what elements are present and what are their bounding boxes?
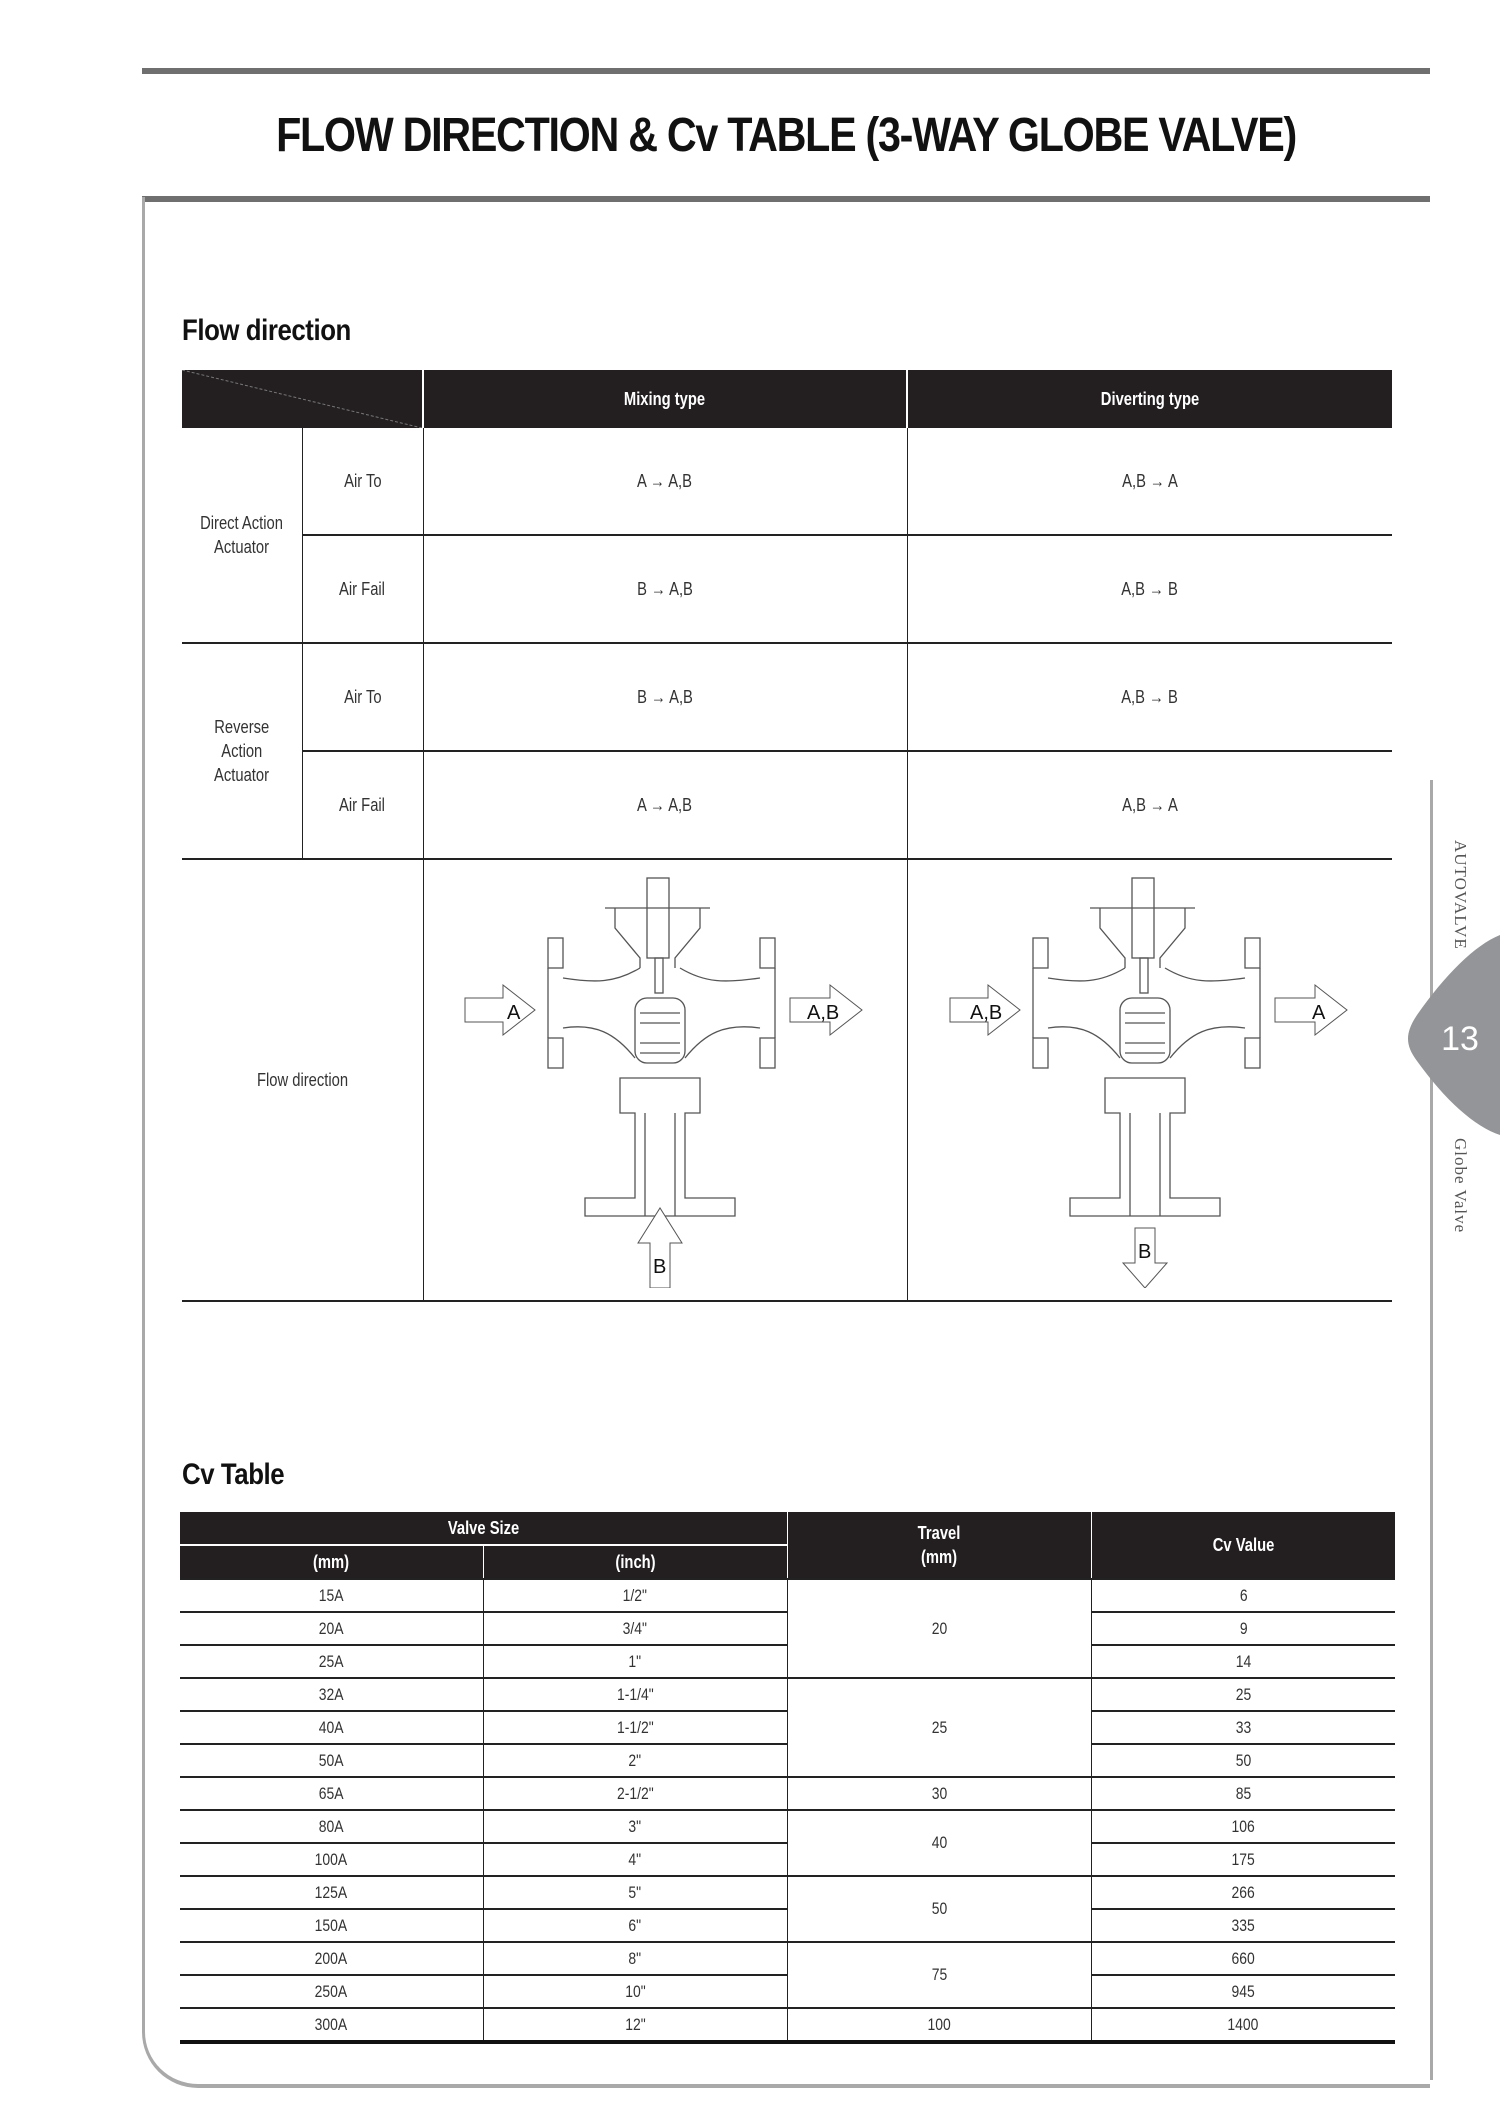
cv-value-cell: 85 <box>1091 1777 1395 1810</box>
size-inch-cell: 1-1/4" <box>483 1678 787 1711</box>
arrow-label-b: B <box>653 1255 667 1278</box>
size-inch-cell: 8" <box>483 1942 787 1975</box>
table-row <box>180 1777 1395 1810</box>
diagonal-divider <box>182 370 422 428</box>
mixing-type-header: Mixing type <box>423 370 907 428</box>
cv-value-cell: 335 <box>1091 1909 1395 1942</box>
size-inch-cell: 1/2" <box>483 1579 787 1612</box>
size-inch-cell: 6" <box>483 1909 787 1942</box>
size-inch-cell: 2-1/2" <box>483 1777 787 1810</box>
diverting-valve-diagram <box>930 868 1370 1288</box>
outlet-arrow-a <box>1275 985 1347 1035</box>
cv-value-cell: 6 <box>1091 1579 1395 1612</box>
size-mm-cell: 20A <box>180 1612 483 1645</box>
diagram-row-label: Flow direction <box>182 859 423 1301</box>
size-mm-cell: 80A <box>180 1810 483 1843</box>
travel-cell: 30 <box>787 1777 1091 1810</box>
diverting-diagram-cell <box>907 859 1392 1301</box>
cv-value-cell: 175 <box>1091 1843 1395 1876</box>
table-row <box>182 751 1392 859</box>
size-inch-cell: 4" <box>483 1843 787 1876</box>
size-mm-cell: 15A <box>180 1579 483 1612</box>
size-mm-cell: 50A <box>180 1744 483 1777</box>
arrow-label-a: A <box>507 1001 521 1024</box>
chapter-number: 13 <box>1441 1020 1479 1058</box>
size-inch-cell: 12" <box>483 2008 787 2042</box>
travel-cell: 25 <box>787 1678 1091 1777</box>
actuator-cell-reverse: Reverse Action Actuator <box>182 643 302 859</box>
size-mm-cell: 40A <box>180 1711 483 1744</box>
diverting-cell: A,B → B <box>907 643 1392 751</box>
size-inch-cell: 1-1/2" <box>483 1711 787 1744</box>
table-row <box>180 1810 1395 1843</box>
size-inch-cell: 3/4" <box>483 1612 787 1645</box>
arrow-label-b: B <box>1137 1240 1152 1263</box>
table-row <box>182 428 1392 535</box>
condition-cell: Air To <box>302 643 423 751</box>
cv-value-cell: 9 <box>1091 1612 1395 1645</box>
cv-value-header: Cv Value <box>1091 1512 1395 1579</box>
side-section-label: Globe Valve <box>1451 1138 1470 1234</box>
flow-table-header <box>182 370 1392 428</box>
cv-value-cell: 106 <box>1091 1810 1395 1843</box>
condition-cell: Air To <box>302 428 423 535</box>
cv-header-row <box>180 1512 1395 1545</box>
mixing-cell: A → A,B <box>423 428 907 535</box>
arrow-label-a: A <box>1311 1001 1326 1024</box>
size-inch-cell: 1" <box>483 1645 787 1678</box>
cv-table-heading: Cv Table <box>182 1458 285 1491</box>
size-mm-cell: 150A <box>180 1909 483 1942</box>
travel-cell: 20 <box>787 1579 1091 1678</box>
table-row <box>180 1942 1395 1975</box>
mixing-cell: A → A,B <box>423 751 907 859</box>
diverting-cell: A,B → A <box>907 751 1392 859</box>
cv-value-cell: 14 <box>1091 1645 1395 1678</box>
size-mm-cell: 100A <box>180 1843 483 1876</box>
cv-value-cell: 33 <box>1091 1711 1395 1744</box>
mixing-valve-diagram <box>445 868 885 1288</box>
size-inch-cell: 3" <box>483 1810 787 1843</box>
size-mm-cell: 32A <box>180 1678 483 1711</box>
table-row <box>182 535 1392 643</box>
table-row <box>182 643 1392 751</box>
size-inch-cell: 2" <box>483 1744 787 1777</box>
travel-cell: 75 <box>787 1942 1091 2008</box>
arrow-label-ab: A,B <box>969 1001 1002 1024</box>
travel-header: Travel (mm) <box>787 1512 1091 1579</box>
table-row <box>180 1876 1395 1909</box>
flow-direction-table <box>182 370 1392 1302</box>
size-mm-cell: 125A <box>180 1876 483 1909</box>
diagram-row <box>182 859 1392 1301</box>
condition-cell: Air Fail <box>302 535 423 643</box>
size-mm-cell: 250A <box>180 1975 483 2008</box>
size-mm-cell: 300A <box>180 2008 483 2042</box>
diverting-cell: A,B → A <box>907 428 1392 535</box>
inch-header: (inch) <box>483 1545 787 1579</box>
cv-value-cell: 50 <box>1091 1744 1395 1777</box>
valve-size-header: Valve Size <box>180 1512 787 1545</box>
mixing-cell: B → A,B <box>423 535 907 643</box>
diverting-type-header: Diverting type <box>907 370 1392 428</box>
mixing-diagram-cell <box>423 859 907 1301</box>
cv-value-cell: 266 <box>1091 1876 1395 1909</box>
size-mm-cell: 25A <box>180 1645 483 1678</box>
flow-direction-heading: Flow direction <box>182 314 351 347</box>
cv-value-cell: 1400 <box>1091 2008 1395 2042</box>
table-row <box>180 1579 1395 1612</box>
cv-table-body <box>180 1579 1395 2042</box>
cv-table <box>180 1512 1395 2044</box>
table-row <box>180 1678 1395 1711</box>
mm-header: (mm) <box>180 1545 483 1579</box>
actuator-cell-direct: Direct Action Actuator <box>200 513 284 557</box>
travel-cell: 50 <box>787 1876 1091 1942</box>
condition-cell: Air Fail <box>302 751 423 859</box>
page-title: FLOW DIRECTION & Cv TABLE (3-WAY GLOBE VALVE) <box>276 109 1296 162</box>
cv-value-cell: 660 <box>1091 1942 1395 1975</box>
inlet-arrow-a <box>465 985 535 1035</box>
table-row <box>180 2008 1395 2042</box>
travel-cell: 100 <box>787 2008 1091 2042</box>
size-inch-cell: 10" <box>483 1975 787 2008</box>
size-inch-cell: 5" <box>483 1876 787 1909</box>
size-mm-cell: 65A <box>180 1777 483 1810</box>
mixing-cell: B → A,B <box>423 643 907 751</box>
diverting-cell: A,B → B <box>907 535 1392 643</box>
cv-value-cell: 945 <box>1091 1975 1395 2008</box>
top-rule <box>142 68 1430 74</box>
corner-header-cell <box>182 370 423 428</box>
travel-cell: 40 <box>787 1810 1091 1876</box>
size-mm-cell: 200A <box>180 1942 483 1975</box>
cv-value-cell: 25 <box>1091 1678 1395 1711</box>
arrow-label-ab: A,B <box>807 1001 840 1024</box>
side-brand-label: AUTOVALVE <box>1451 840 1470 950</box>
